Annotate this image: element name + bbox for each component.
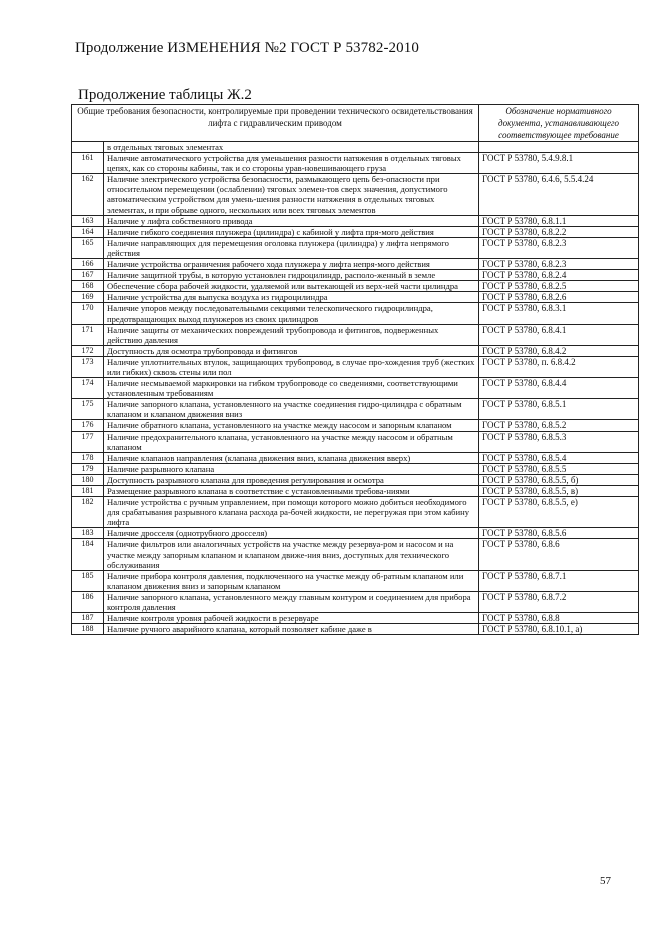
- requirement-text: Наличие устройства ограничения рабочего хода плунжера у лифта непря-мого действия: [104, 259, 479, 270]
- requirement-text: Наличие предохранительного клапана, установленного на участке между насосом и обратным клапаном: [104, 431, 479, 452]
- row-number: 162: [72, 174, 104, 215]
- table-row: [72, 378, 639, 399]
- row-number: 175: [72, 399, 104, 420]
- table-row: [72, 624, 639, 635]
- row-number: 184: [72, 539, 104, 570]
- requirement-text: Наличие автоматического устройства для уменьшения разности натяжения в отдельных тяговых цепях, как со стороны кабины, так и со стороны урав-новешивающего груза: [104, 153, 479, 174]
- row-number: 183: [72, 528, 104, 539]
- table-row: [72, 174, 639, 215]
- table-caption: Продолжение таблицы Ж.2: [78, 87, 252, 103]
- standard-ref: ГОСТ Р 53780, 6.8.5.5, б): [479, 474, 639, 485]
- standard-ref: ГОСТ Р 53780, 6.8.1.1: [479, 215, 639, 226]
- table-row: [72, 591, 639, 612]
- table-row: [72, 215, 639, 226]
- table-header-row: [72, 105, 639, 142]
- column-header-requirements: Общие требования безопасности, контролируемые при проведении технического освидетельствования лифта с гидравлическим приводом: [72, 105, 479, 142]
- requirement-text: Доступность для осмотра трубопровода и фитингов: [104, 345, 479, 356]
- standard-ref: ГОСТ Р 53780, 6.8.6: [479, 539, 639, 570]
- standard-ref: ГОСТ Р 53780, 6.8.4.4: [479, 378, 639, 399]
- row-number: 178: [72, 452, 104, 463]
- standard-ref: ГОСТ Р 53780, 5.4.9.8.1: [479, 153, 639, 174]
- row-number: 170: [72, 303, 104, 324]
- table-row: [72, 463, 639, 474]
- row-number: 165: [72, 237, 104, 258]
- table-row: [72, 474, 639, 485]
- requirement-text: Наличие у лифта собственного привода: [104, 215, 479, 226]
- table-row: [72, 226, 639, 237]
- row-number: 169: [72, 292, 104, 303]
- row-number: 174: [72, 378, 104, 399]
- running-header: Продолжение ИЗМЕНЕНИЯ №2 ГОСТ Р 53782-2010: [75, 40, 419, 56]
- standard-ref: ГОСТ Р 53780, 6.8.4.1: [479, 324, 639, 345]
- requirement-text: Наличие упоров между последовательными секциями телескопического гидроцилиндра, предотвращающих выход плунжеров из своих цилиндров: [104, 303, 479, 324]
- standard-ref: [479, 142, 639, 153]
- row-number: 181: [72, 486, 104, 497]
- row-number: 163: [72, 215, 104, 226]
- row-number: [72, 142, 104, 153]
- requirement-text: Наличие защитной трубы, в которую установлен гидроцилиндр, располо-женный в земле: [104, 270, 479, 281]
- requirement-text: Наличие устройства для выпуска воздуха из гидроцилиндра: [104, 292, 479, 303]
- standard-ref: ГОСТ Р 53780, 6.8.5.1: [479, 399, 639, 420]
- standard-ref: ГОСТ Р 53780, 6.8.5.3: [479, 431, 639, 452]
- requirement-text: Наличие запорного клапана, установленного между главным контуром и соединением для прибора контроля давления: [104, 591, 479, 612]
- table-row: [72, 431, 639, 452]
- standard-ref: ГОСТ Р 53780, 6.8.2.4: [479, 270, 639, 281]
- standard-ref: ГОСТ Р 53780, 6.8.7.1: [479, 570, 639, 591]
- requirement-text: Наличие устройства с ручным управлением, при помощи которого можно добиться необходимого для срабатывания разрывного клапана расхода ра-бочей жидкости, не перегружая при этом кабину лифта: [104, 497, 479, 528]
- standard-ref: ГОСТ Р 53780, 6.8.10.1, а): [479, 624, 639, 635]
- requirement-text: Наличие направляющих для перемещения оголовка плунжера (цилиндра) у лифта непрямого действия: [104, 237, 479, 258]
- requirement-text: Наличие обратного клапана, установленного на участке между насосом и запорным клапаном: [104, 420, 479, 431]
- table-row: [72, 539, 639, 570]
- table-row: [72, 303, 639, 324]
- continued-row: [72, 142, 639, 153]
- requirement-text: Наличие разрывного клапана: [104, 463, 479, 474]
- row-number: 182: [72, 497, 104, 528]
- requirement-text: в отдельных тяговых элементах: [104, 142, 479, 153]
- standard-ref: ГОСТ Р 53780, 6.4.6, 5.5.4.24: [479, 174, 639, 215]
- standard-ref: ГОСТ Р 53780, 6.8.5.4: [479, 452, 639, 463]
- standard-ref: ГОСТ Р 53780, 6.8.3.1: [479, 303, 639, 324]
- standard-ref: ГОСТ Р 53780, п. 6.8.4.2: [479, 356, 639, 377]
- standard-ref: ГОСТ Р 53780, 6.8.8: [479, 613, 639, 624]
- row-number: 166: [72, 259, 104, 270]
- table-row: [72, 486, 639, 497]
- page-number: 57: [600, 875, 611, 887]
- requirements-table: [71, 104, 639, 635]
- row-number: 161: [72, 153, 104, 174]
- requirement-text: Размещение разрывного клапана в соответствие с установленными требова-ниями: [104, 486, 479, 497]
- standard-ref: ГОСТ Р 53780, 6.8.5.2: [479, 420, 639, 431]
- table-row: [72, 497, 639, 528]
- table-row: [72, 324, 639, 345]
- standard-ref: ГОСТ Р 53780, 6.8.5.5, е): [479, 497, 639, 528]
- requirement-text: Доступность разрывного клапана для проведения регулирования и осмотра: [104, 474, 479, 485]
- row-number: 179: [72, 463, 104, 474]
- table-row: [72, 292, 639, 303]
- table-row: [72, 237, 639, 258]
- column-header-standard: Обозначение нормативного документа, устанавливающего соответствующее требование: [479, 105, 639, 142]
- standard-ref: ГОСТ Р 53780, 6.8.5.5, в): [479, 486, 639, 497]
- standard-ref: ГОСТ Р 53780, 6.8.2.5: [479, 281, 639, 292]
- requirement-text: Наличие фильтров или аналогичных устройств на участке между резервуа-ром и насосом и на участке между запорным клапаном и клапаном движе-ния вниз, доступных для технического обслуживания: [104, 539, 479, 570]
- standard-ref: ГОСТ Р 53780, 6.8.5.6: [479, 528, 639, 539]
- row-number: 186: [72, 591, 104, 612]
- requirement-text: Наличие уплотнительных втулок, защищающих трубопровод, в случае про-хождения труб (жестких или гибких) сквозь стены или пол: [104, 356, 479, 377]
- table-row: [72, 528, 639, 539]
- table-body: [72, 142, 639, 635]
- table-row: [72, 356, 639, 377]
- standard-ref: ГОСТ Р 53780, 6.8.2.3: [479, 259, 639, 270]
- requirement-text: Наличие защиты от механических повреждений трубопровода и фитингов, подверженных действию давления: [104, 324, 479, 345]
- row-number: 187: [72, 613, 104, 624]
- table-row: [72, 613, 639, 624]
- row-number: 168: [72, 281, 104, 292]
- standard-ref: ГОСТ Р 53780, 6.8.7.2: [479, 591, 639, 612]
- table-row: [72, 270, 639, 281]
- row-number: 172: [72, 345, 104, 356]
- table-row: [72, 570, 639, 591]
- row-number: 188: [72, 624, 104, 635]
- standard-ref: ГОСТ Р 53780, 6.8.4.2: [479, 345, 639, 356]
- requirement-text: Наличие запорного клапана, установленного на участке соединения гидро-цилиндра с обратным клапаном и клапаном движения вниз: [104, 399, 479, 420]
- row-number: 176: [72, 420, 104, 431]
- row-number: 164: [72, 226, 104, 237]
- row-number: 185: [72, 570, 104, 591]
- row-number: 180: [72, 474, 104, 485]
- requirement-text: Обеспечение сбора рабочей жидкости, удаляемой или вытекающей из верх-ней части цилиндра: [104, 281, 479, 292]
- requirement-text: Наличие дросселя (однотрубного дросселя): [104, 528, 479, 539]
- row-number: 173: [72, 356, 104, 377]
- requirement-text: Наличие прибора контроля давления, подключенного на участке между об-ратным клапаном или клапаном движения вниз и запорным клапаном: [104, 570, 479, 591]
- table-row: [72, 259, 639, 270]
- table-row: [72, 452, 639, 463]
- row-number: 171: [72, 324, 104, 345]
- standard-ref: ГОСТ Р 53780, 6.8.5.5: [479, 463, 639, 474]
- standard-ref: ГОСТ Р 53780, 6.8.2.6: [479, 292, 639, 303]
- standard-ref: ГОСТ Р 53780, 6.8.2.3: [479, 237, 639, 258]
- requirement-text: Наличие гибкого соединения плунжера (цилиндра) с кабиной у лифта пря-мого действия: [104, 226, 479, 237]
- requirement-text: Наличие несмываемой маркировки на гибком трубопроводе со сведениями, соответствующими установленным требованиям: [104, 378, 479, 399]
- table-row: [72, 153, 639, 174]
- requirement-text: Наличие контроля уровня рабочей жидкости в резервуаре: [104, 613, 479, 624]
- table-row: [72, 281, 639, 292]
- table-row: [72, 345, 639, 356]
- requirement-text: Наличие клапанов направления (клапана движения вниз, клапана движения вверх): [104, 452, 479, 463]
- requirement-text: Наличие ручного аварийного клапана, который позволяет кабине даже в: [104, 624, 479, 635]
- standard-ref: ГОСТ Р 53780, 6.8.2.2: [479, 226, 639, 237]
- table-row: [72, 399, 639, 420]
- table-row: [72, 420, 639, 431]
- row-number: 167: [72, 270, 104, 281]
- requirement-text: Наличие электрического устройства безопасности, размыкающего цепь без-опасности при относительном перемещении (ослаблении) тяговых элемен-тов сверх значения, допустимого автоматическим устройством для умень-шения разности натяжения в отдельных тяговых элементах, и при обрыве одного, нескольких или всех тяговых элементов: [104, 174, 479, 215]
- row-number: 177: [72, 431, 104, 452]
